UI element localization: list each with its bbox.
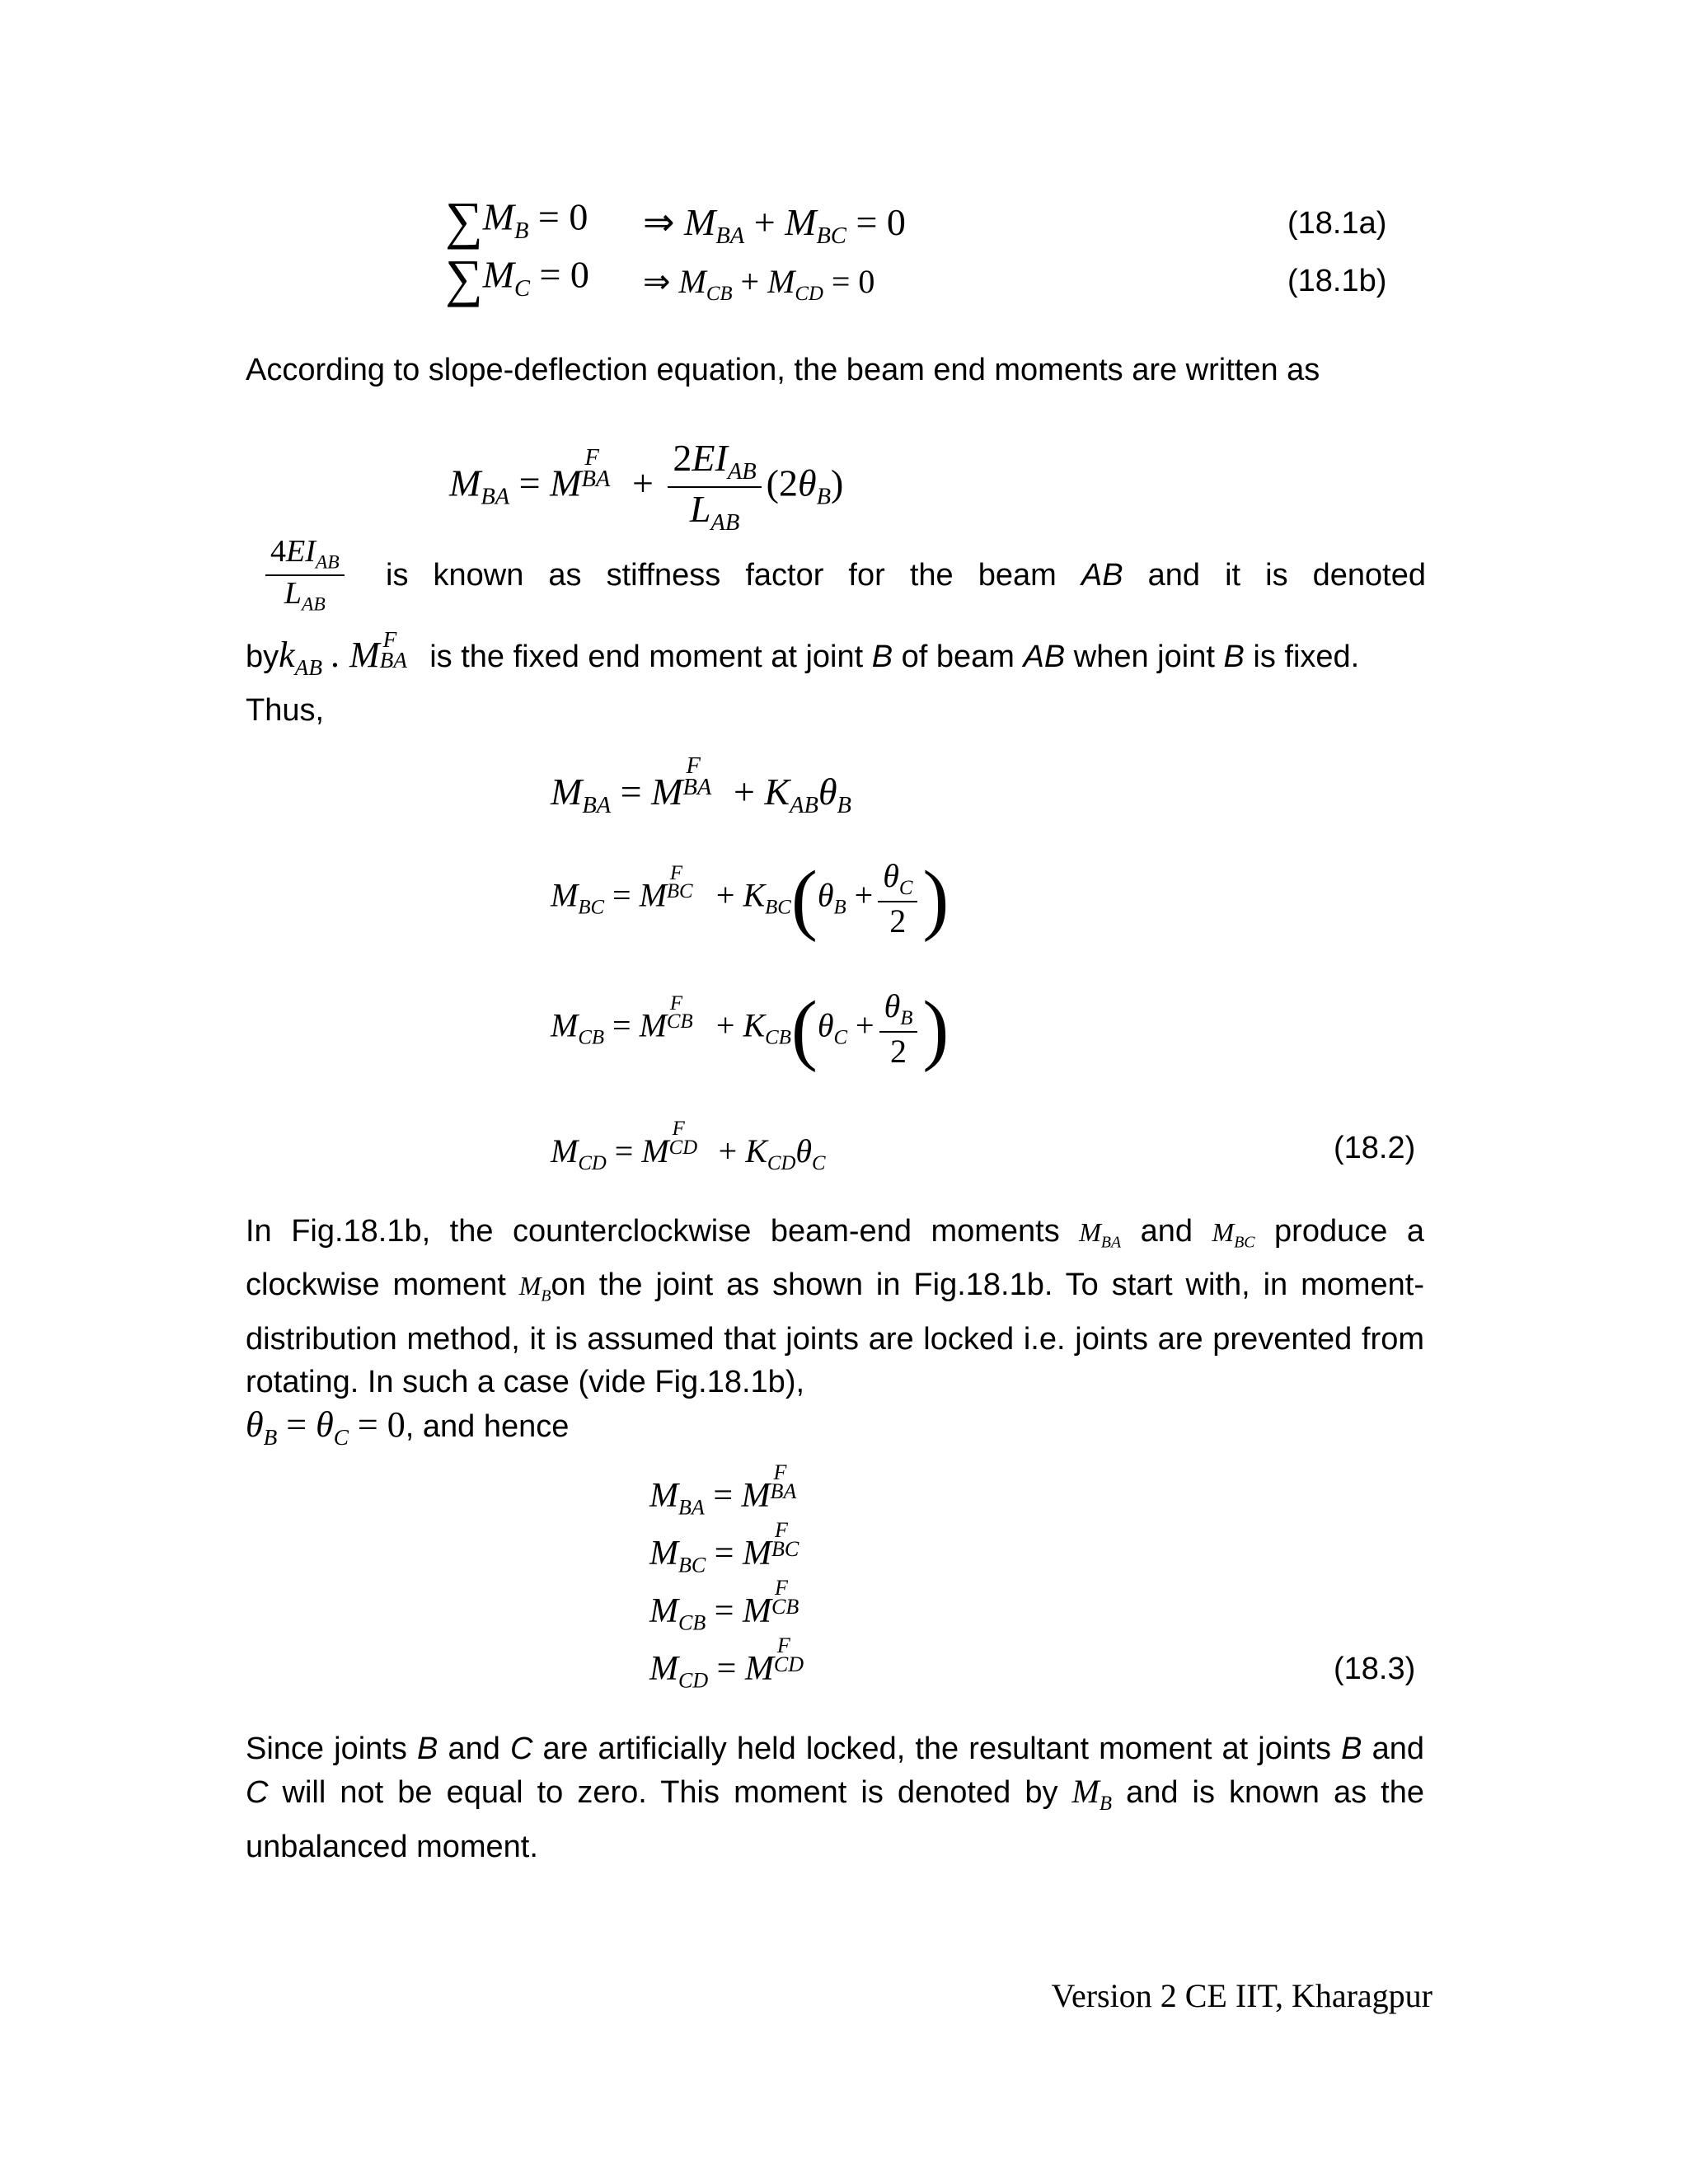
paragraph-slope-deflection: According to slope-deflection equation, the beam end moments are written as — [246, 353, 1320, 387]
fixed-end-text-d: is fixed. — [1253, 640, 1360, 674]
thus-text: Thus, — [246, 692, 325, 728]
locked-text-d: , and hence — [405, 1408, 570, 1444]
fraction-4EI-over-L: $\frac{4EI_{AB}}{L_{AB}}$ — [265, 534, 345, 616]
locked-text-c: on the joint as shown in Fig.18.1b. To start with, in moment-distribution method, it is assumed that joints are locked i.e. joints are prevented from rotating. In such a case (vide Fig.18.1b), — [246, 1268, 1425, 1399]
stiffness-text-a: is known as stiffness factor for the beam — [386, 558, 1057, 593]
equation-18-2-line4: $M_{CD} = M$ F CD + $K_{CD}\theta_C$ — [551, 1118, 826, 1174]
unbalanced-text-b: and — [448, 1732, 500, 1766]
equation-18-3-line3: $M_{CB} = M$ F CB — [649, 1575, 799, 1635]
equation-18-3-line1: $M_{BA} = M$ F BA — [649, 1460, 797, 1520]
stiffness-text-ab: AB — [1081, 558, 1123, 593]
equation-number-18-2: (18.2) — [1334, 1131, 1416, 1165]
equation-number-18-3: (18.3) — [1334, 1652, 1416, 1686]
equation-18-3-line4: $M_{CD} = M$ F CD — [649, 1633, 804, 1693]
equation-18-3-line2: $M_{BC} = M$ F BC — [649, 1517, 799, 1577]
paragraph-unbalanced-moment: Since joints B and C are artificially held locked, the resultant moment at joints B and C will not be equal to zero. This moment is denoted by $M_B$ and is known as the unbalanced moment. — [246, 1732, 1425, 1864]
unbalanced-text-e: will not be equal to zero. This moment is denoted by — [282, 1775, 1058, 1810]
equation-number-18-1b: (18.1b) — [1287, 264, 1387, 298]
page-footer: Version 2 CE IIT, Kharagpur — [1051, 1977, 1432, 2014]
unbalanced-text-a: Since joints — [246, 1732, 407, 1766]
unbalanced-text-f: and is known as the unbalanced moment. — [246, 1775, 1424, 1864]
locked-text-a: In Fig.18.1b, the counterclockwise beam-end moments — [246, 1214, 1060, 1249]
paragraph-locked-joints: In Fig.18.1b, the counterclockwise beam-end moments $M_{BA}$ and $M_{BC}$ produce a clockwise moment $M_Bon$ the joint as shown in Fig.18.1b. To start with, in moment-distribution method, it is assumed that joints are locked i.e. joints are prevented from rotating. In such a case (vide Fig.18.1b), $\theta_B = \theta_C = 0$, and hence — [246, 1214, 1425, 1450]
unbalanced-text-d: and — [1372, 1732, 1425, 1766]
locked-text-and: and — [1140, 1214, 1193, 1249]
equation-18-1a-left: $\sum M_B = 0$ — [445, 191, 588, 250]
by-text: by — [246, 640, 279, 674]
equation-number-18-1a: (18.1a) — [1287, 206, 1387, 241]
stiffness-text-b: and it is denoted — [1147, 558, 1426, 593]
fixed-end-text-c: when joint — [1073, 640, 1215, 674]
equation-slope-deflection: $M_{BA} = M$ F BA + $\frac{2EI_{AB}}{L_{AB}}$ $(2\theta_B)$ — [449, 437, 844, 537]
paragraph-stiffness-factor — [386, 554, 1426, 597]
equation-18-1a-right: ⇒ $M_{BA} + M_{BC} = 0$ — [643, 201, 906, 250]
unbalanced-text-c: are artificially held locked, the resultant moment at joints — [542, 1732, 1332, 1766]
equation-18-2-line1: $M_{BA} = M$ F BA + $K_{AB}\theta_B$ — [551, 753, 851, 819]
equation-18-1b-right: ⇒ $M_{CB} + M_{CD} = 0$ — [643, 263, 875, 305]
equation-18-1b-left: $\sum M_C = 0$ — [445, 249, 589, 307]
locked-text-b: produce a clockwise moment — [246, 1214, 1424, 1303]
fixed-end-text-a: is the fixed end moment at joint — [429, 640, 864, 674]
paragraph-fixed-end-moment: byk$_{AB}$ . M F BA is the fixed end moment at joint B of beam AB when joint B is fixed. Thus, — [246, 627, 1360, 728]
equation-18-2-line2: $M_{BC} = M$ F BC + $K_{BC}(\theta_B$ + $\frac{\theta_C}{2}$ ) — [551, 854, 950, 943]
equation-18-2-line3: $M_{CB} = M$ F CB + $K_{CB}(\theta_C$ + $\frac{\theta_B}{2}$ ) — [551, 984, 950, 1073]
fixed-end-text-b: of beam — [901, 640, 1015, 674]
